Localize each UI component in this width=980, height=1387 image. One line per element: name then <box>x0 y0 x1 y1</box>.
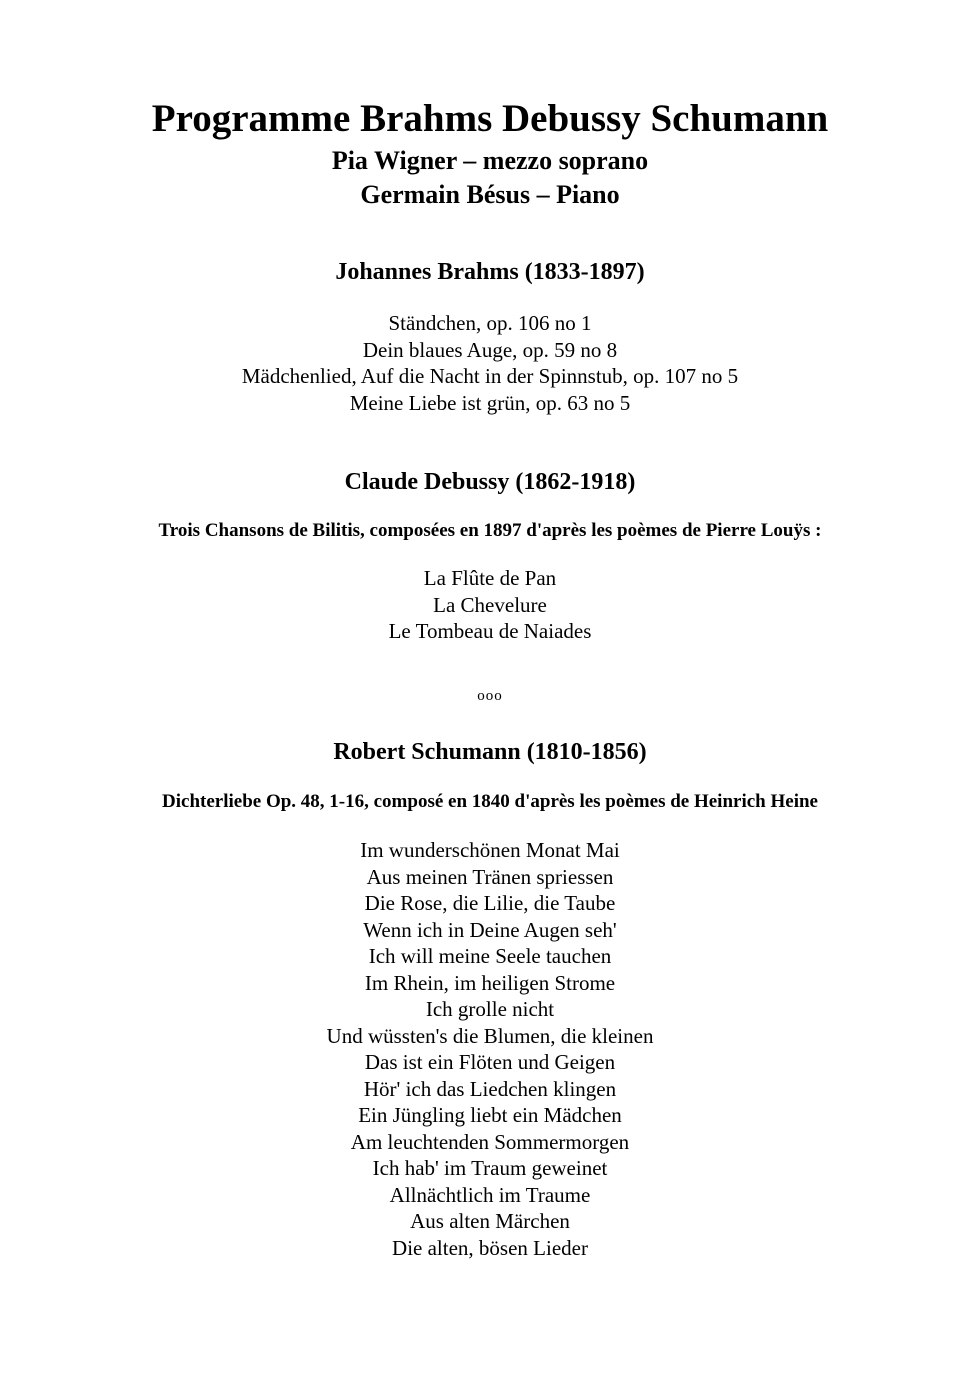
work-item: Im Rhein, im heiligen Strome <box>364 970 616 995</box>
work-item: Ständchen, op. 106 no 1 <box>388 311 592 335</box>
work-item: Aus meinen Tränen spriessen <box>366 864 614 889</box>
work-item: La Chevelure <box>433 592 547 617</box>
work-item: Ein Jüngling liebt ein Mädchen <box>358 1103 622 1127</box>
section-separator: ooo <box>477 688 503 704</box>
work-item: Meine Liebe ist grün, op. 63 no 5 <box>349 390 631 415</box>
work-item: Die alten, bösen Lieder <box>392 1235 588 1260</box>
work-item: Das ist ein Flöten und Geigen <box>364 1050 616 1074</box>
work-item: Aus alten Märchen <box>410 1209 570 1233</box>
work-item: Allnächtlich im Traume <box>389 1182 591 1207</box>
debussy-work-list <box>0 565 980 645</box>
work-item: Und wüssten's die Blumen, die kleinen <box>326 1023 654 1048</box>
composer-heading-schumann: Robert Schumann (1810-1856) <box>333 739 647 765</box>
work-item: Ich will meine Seele tauchen <box>368 944 612 968</box>
work-item: Le Tombeau de Naiades <box>388 619 592 643</box>
work-item: Ich grolle nicht <box>425 997 555 1021</box>
page-title: Programme Brahms Debussy Schumann <box>151 97 829 140</box>
composer-heading-brahms: Johannes Brahms (1833-1897) <box>335 259 645 285</box>
work-item: Im wunderschönen Monat Mai <box>360 838 620 862</box>
performer-singer: Pia Wigner – mezzo soprano <box>331 146 649 175</box>
cycle-title-schumann: Dichterliebe Op. 48, 1-16, composé en 1840 d'après les poèmes de Heinrich Heine <box>162 791 818 812</box>
work-item: Wenn ich in Deine Augen seh' <box>363 917 617 942</box>
work-item: Mädchenlied, Auf die Nacht in der Spinnstub, op. 107 no 5 <box>241 364 739 388</box>
cycle-title-debussy: Trois Chansons de Bilitis, composées en 1897 d'après les poèmes de Pierre Louÿs : <box>158 520 822 541</box>
work-item: Dein blaues Auge, op. 59 no 8 <box>362 337 618 362</box>
work-item: Am leuchtenden Sommermorgen <box>350 1129 630 1154</box>
composer-heading-debussy: Claude Debussy (1862-1918) <box>344 469 636 495</box>
schumann-work-list <box>0 837 980 1261</box>
work-item: Hör' ich das Liedchen klingen <box>363 1076 617 1101</box>
work-item: Die Rose, die Lilie, die Taube <box>364 891 616 915</box>
work-item: La Flûte de Pan <box>423 566 557 590</box>
brahms-work-list <box>0 310 980 416</box>
work-item: Ich hab' im Traum geweinet <box>372 1156 608 1180</box>
performer-pianist: Germain Bésus – Piano <box>360 180 620 209</box>
